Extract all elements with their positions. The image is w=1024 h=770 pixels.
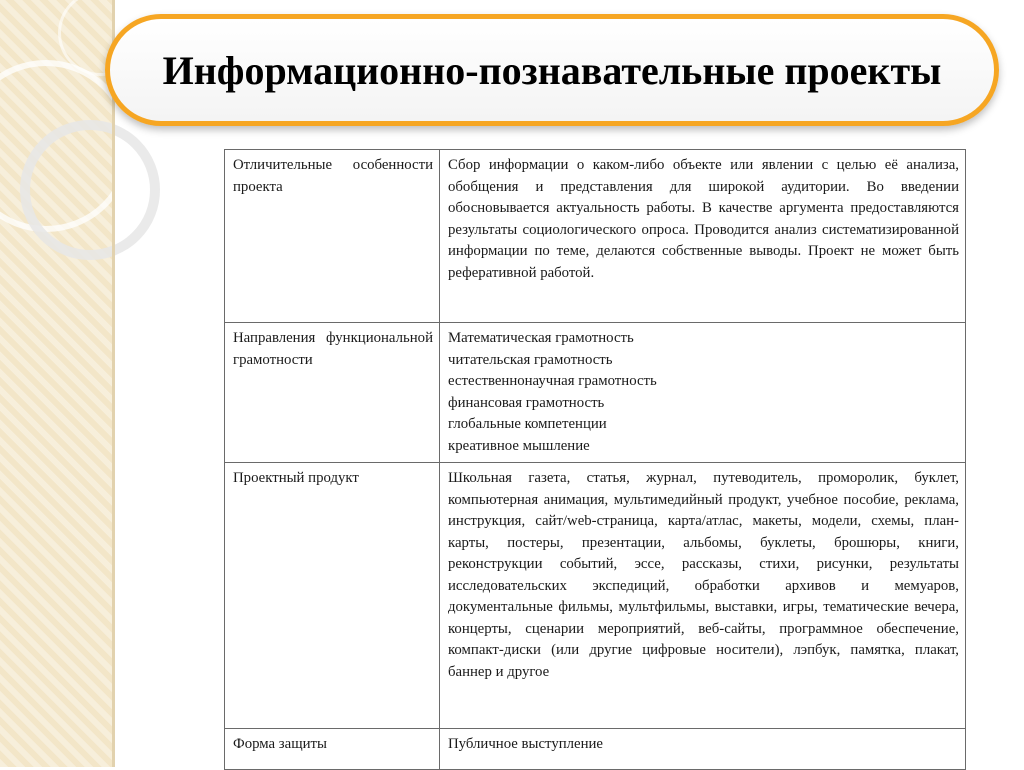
row-label: Направления функциональной грамотности	[225, 323, 440, 463]
table-row	[225, 729, 966, 770]
list-item: читательская грамотность	[448, 351, 613, 368]
row-label: Отличительные особенности проекта	[225, 150, 440, 323]
title-banner	[105, 14, 999, 126]
project-info-table	[224, 149, 966, 770]
row-label: Проектный продукт	[225, 463, 440, 729]
list-item: глобальные компетенции	[448, 416, 607, 432]
slide-title: Информационно-познавательные проекты	[162, 47, 942, 93]
table-row	[225, 323, 966, 463]
list-item: Математическая грамотность	[448, 330, 634, 346]
row-content: Школьная газета, статья, журнал, путеводитель, проморолик, буклет, компьютерная анимация, мультимедийный продукт, учебное пособие, реклама, инструкция, сайт/web-страница, карта/атлас, макеты, модели, схемы, план-карты, постеры, презентации, альбомы, буклеты, брошюры, книги, реконструкции событий, эссе, рассказы, стихи, рисунки, результаты исследовательских экспедиций, обработки архивов и мемуаров, документальные фильмы, мультфильмы, выставки, игры, тематические вечера, концерты, сценарии мероприятий, веб-сайты, программное обеспечение, компакт-диски (или другие цифровые носители), лэпбук, памятка, плакат, баннер и другое	[440, 463, 966, 729]
list-item: естественнонаучная грамотность	[448, 373, 657, 389]
row-content: Сбор информации о каком-либо объекте или явлении с целью её анализа, обобщения и представления для широкой аудитории. Во введении обосновывается актуальность работы. В качестве аргумента предоставляются результаты социологического опроса. Проводится анализ систематизированной информации по теме, делаются собственные выводы. Проект не может быть реферативной работой.	[440, 150, 966, 323]
list-item: креативное мышление	[448, 437, 590, 454]
row-content: Публичное выступление	[440, 729, 966, 770]
table-row	[225, 463, 966, 729]
decorative-ring	[20, 120, 160, 260]
decorative-strip-edge	[112, 0, 115, 767]
row-content-list	[440, 323, 966, 463]
table-row	[225, 150, 966, 323]
list-item: финансовая грамотность	[448, 394, 605, 411]
row-label: Форма защиты	[225, 729, 440, 770]
